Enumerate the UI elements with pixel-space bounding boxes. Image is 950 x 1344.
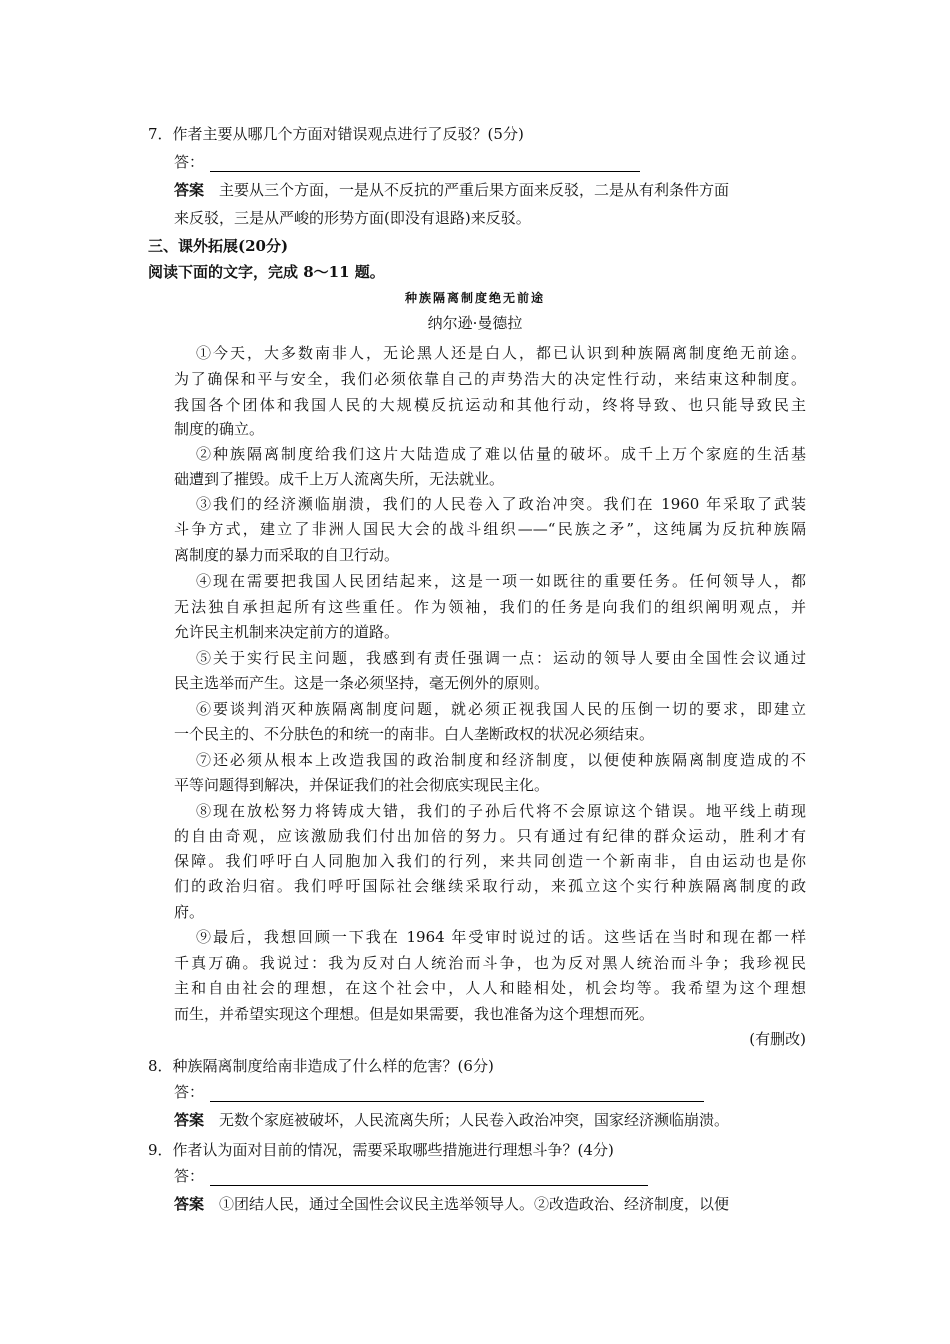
article-line: ④现在需要把我国人民团结起来，这是一项一如既往的重要任务。任何领导人，都 — [196, 572, 806, 590]
edit-note: (有删改) — [749, 1030, 806, 1048]
article-line: ⑧现在放松努力将铸成大错，我们的子孙后代将不会原谅这个错误。地平线上萌现 — [196, 802, 806, 820]
article-line: ①今天，大多数南非人，无论黑人还是白人，都已认识到种族隔离制度绝无前途。 — [196, 344, 806, 362]
article-line: ②种族隔离制度给我们这片大陆造成了难以估量的破坏。成千上万个家庭的生活基 — [196, 445, 806, 463]
article-line: ⑨最后，我想回顾一下我在 1964 年受审时说过的话。这些话在当时和现在都一样 — [196, 928, 806, 946]
article-line: 离制度的暴力而采取的自卫行动。 — [174, 546, 400, 564]
section-heading: 三、课外拓展(20分) — [148, 237, 289, 255]
answer-prompt: 答： — [174, 153, 205, 171]
answer-blank-line — [210, 156, 640, 172]
article-line: 制度的确立。 — [174, 420, 265, 438]
answer-label: 答案 — [174, 181, 205, 199]
article-line: 千真万确。我说过：我为反对白人统治而斗争，也为反对黑人统治而斗争；我珍视民 — [174, 954, 806, 972]
article-line: 而生，并希望实现这个理想。但是如果需要，我也准备为这个理想而死。 — [174, 1005, 655, 1023]
answer-8 — [174, 1110, 729, 1130]
answer-blank-line — [210, 1170, 648, 1186]
answer-field-8[interactable] — [174, 1082, 704, 1102]
answer-text: ①团结人民，通过全国性会议民主选举领导人。②改造政治、经济制度，以便 — [204, 1195, 730, 1213]
article-line: 础遭到了摧毁。成千上万人流离失所，无法就业。 — [174, 470, 505, 488]
article-line: 府。 — [174, 903, 205, 921]
answer-prompt: 答： — [174, 1167, 205, 1185]
article-line: 为了确保和平与安全，我们必须依靠自己的声势浩大的决定性行动，来结束这种制度。 — [174, 370, 806, 388]
article-line: 无法独自承担起所有这些重任。作为领袖，我们的任务是向我们的组织阐明观点，并 — [174, 598, 806, 616]
article-line: 民主选举而产生。这是一条必须坚持，毫无例外的原则。 — [174, 674, 550, 692]
answer-7-line-1 — [174, 180, 729, 200]
question-9: 9．作者认为面对目前的情况，需要采取哪些措施进行理想斗争？(4分) — [148, 1141, 614, 1159]
answer-field-7[interactable] — [174, 152, 640, 172]
article-line: 允许民主机制来决定前方的道路。 — [174, 623, 400, 641]
answer-text: 主要从三个方面，一是从不反抗的严重后果方面来反驳，二是从有利条件方面 — [204, 181, 730, 199]
article-line: 主和自由社会的理想，在这个社会中，人人和睦相处，机会均等。我希望为这个理想 — [174, 979, 806, 997]
question-8: 8．种族隔离制度给南非造成了什么样的危害？(6分) — [148, 1057, 494, 1075]
section-instruction: 阅读下面的文字，完成 8～11 题。 — [148, 263, 385, 281]
article-line: ⑥要谈判消灭种族隔离制度问题，就必须正视我国人民的压倒一切的要求，即建立 — [196, 700, 806, 718]
answer-field-9[interactable] — [174, 1166, 648, 1186]
answer-text: 无数个家庭被破坏，人民流离失所；人民卷入政治冲突，国家经济濒临崩溃。 — [204, 1111, 730, 1129]
answer-blank-line — [210, 1086, 704, 1102]
article-line: ⑤关于实行民主问题，我感到有责任强调一点：运动的领导人要由全国性会议通过 — [196, 649, 806, 667]
article-line: 们的政治归宿。我们呼吁国际社会继续采取行动，来孤立这个实行种族隔离制度的政 — [174, 877, 806, 895]
article-title: 种族隔离制度绝无前途 — [404, 291, 545, 305]
article-line: 斗争方式，建立了非洲人国民大会的战斗组织——“民族之矛”，这纯属为反抗种族隔 — [174, 520, 806, 538]
question-7: 7．作者主要从哪几个方面对错误观点进行了反驳？(5分) — [148, 125, 524, 143]
answer-label: 答案 — [174, 1195, 205, 1213]
article-author: 纳尔逊·曼德拉 — [427, 314, 523, 332]
article-line: ⑦还必须从根本上改造我国的政治制度和经济制度，以便使种族隔离制度造成的不 — [196, 751, 806, 769]
answer-prompt: 答： — [174, 1083, 205, 1101]
article-line: 平等问题得到解决，并保证我们的社会彻底实现民主化。 — [174, 776, 550, 794]
article-line: 一个民主的、不分肤色的和统一的南非。白人垄断政权的状况必须结束。 — [174, 725, 655, 743]
article-line: 保障。我们呼吁白人同胞加入我们的行列，来共同创造一个新南非，自由运动也是你 — [174, 852, 806, 870]
answer-7-line-2: 来反驳，三是从严峻的形势方面(即没有退路)来反驳。 — [174, 209, 531, 227]
answer-label: 答案 — [174, 1111, 205, 1129]
answer-9 — [174, 1194, 729, 1214]
article-line: ③我们的经济濒临崩溃，我们的人民卷入了政治冲突。我们在 1960 年采取了武装 — [196, 495, 806, 513]
article-line: 我国各个团体和我国人民的大规模反抗运动和其他行动，终将导致、也只能导致民主 — [174, 396, 806, 414]
article-line: 的自由奇观，应该激励我们付出加倍的努力。只有通过有纪律的群众运动，胜利才有 — [174, 827, 806, 845]
